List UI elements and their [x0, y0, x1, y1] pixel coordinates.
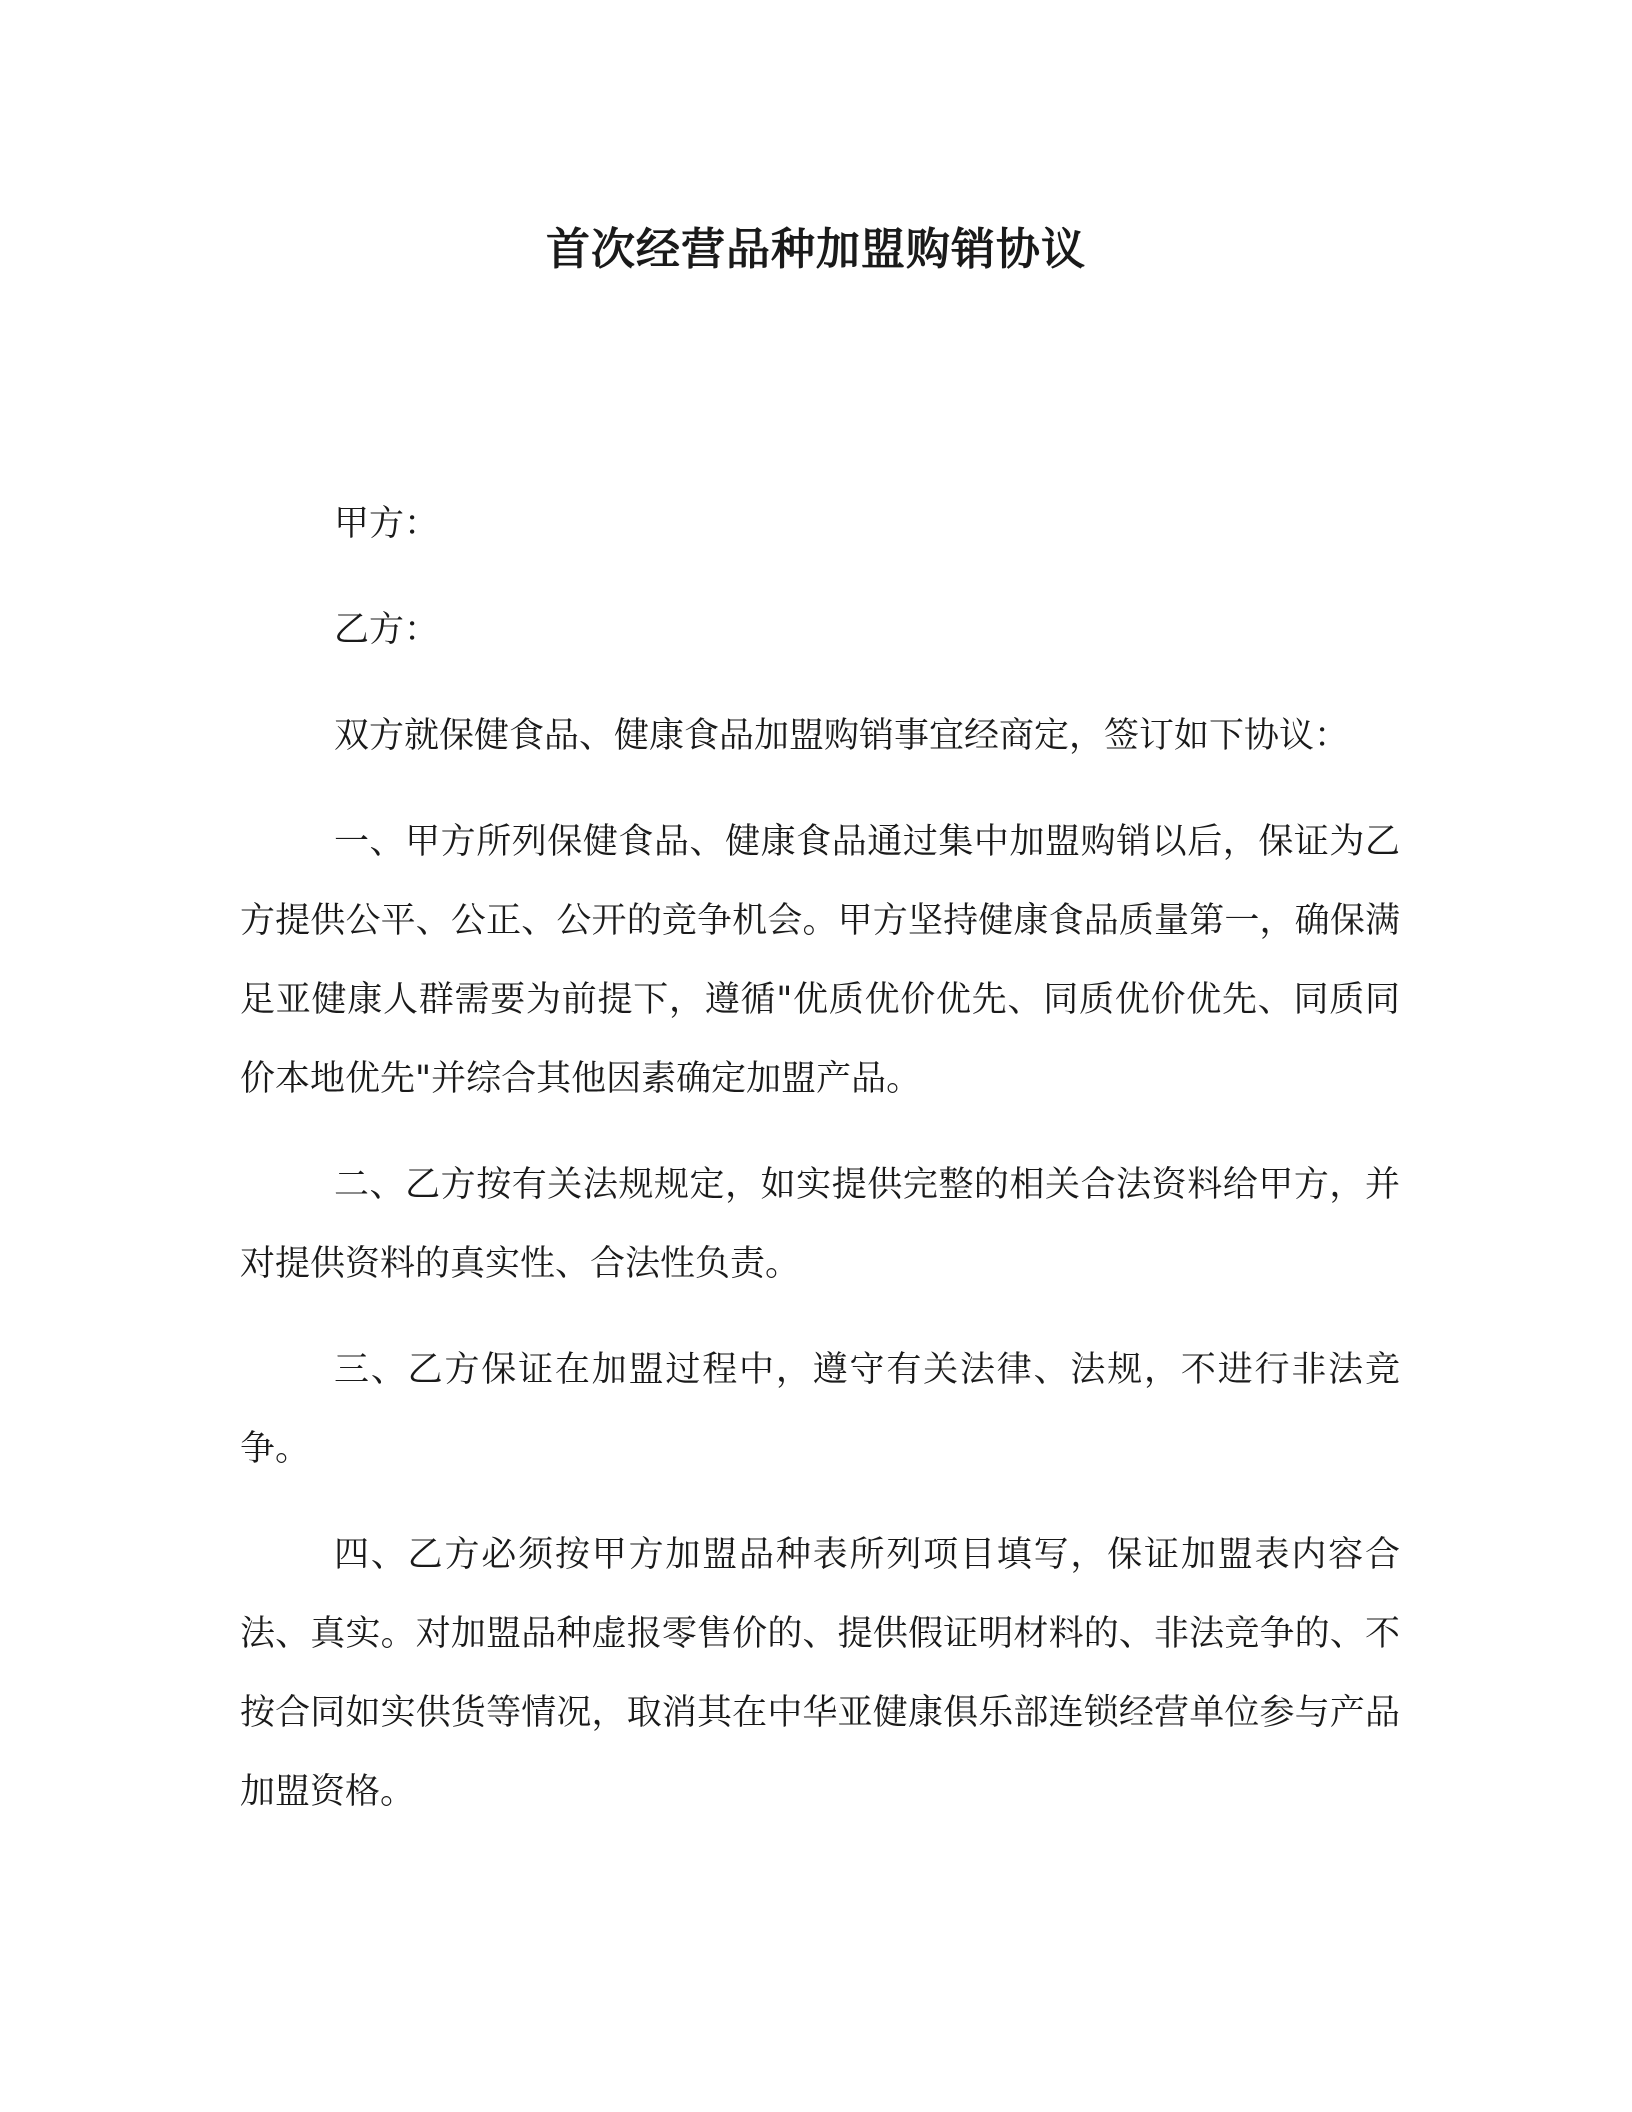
intro-paragraph: 双方就保健食品、健康食品加盟购销事宜经商定，签订如下协议： [334, 716, 1350, 756]
document-body [240, 485, 1400, 1859]
clause-4: 四、乙方必须按甲方加盟品种表所列项目填写，保证加盟表内容合法、真实。对加盟品种虚报零售价的、提供假证明材料的、非法竞争的、不按合同如实供货等情况，取消其在中华亚健康俱乐部连锁经营单位参与产品加盟资格。 [240, 1535, 1400, 1812]
clause-3: 三、乙方保证在加盟过程中，遵守有关法律、法规，不进行非法竞争。 [240, 1350, 1400, 1469]
clause-1: 一、甲方所列保健食品、健康食品通过集中加盟购销以后，保证为乙方提供公平、公正、公开的竞争机会。甲方坚持健康食品质量第一，确保满足亚健康人群需要为前提下，遵循"优质优价优先、同质优价优先、同质同价本地优先"并综合其他因素确定加盟产品。 [240, 822, 1400, 1099]
party-a-line: 甲方： [334, 504, 440, 544]
clause-2: 二、乙方按有关法规规定，如实提供完整的相关合法资料给甲方，并对提供资料的真实性、合法性负责。 [240, 1165, 1400, 1284]
party-b-line: 乙方： [334, 610, 440, 650]
document-title: 首次经营品种加盟购销协议 [546, 224, 1086, 275]
